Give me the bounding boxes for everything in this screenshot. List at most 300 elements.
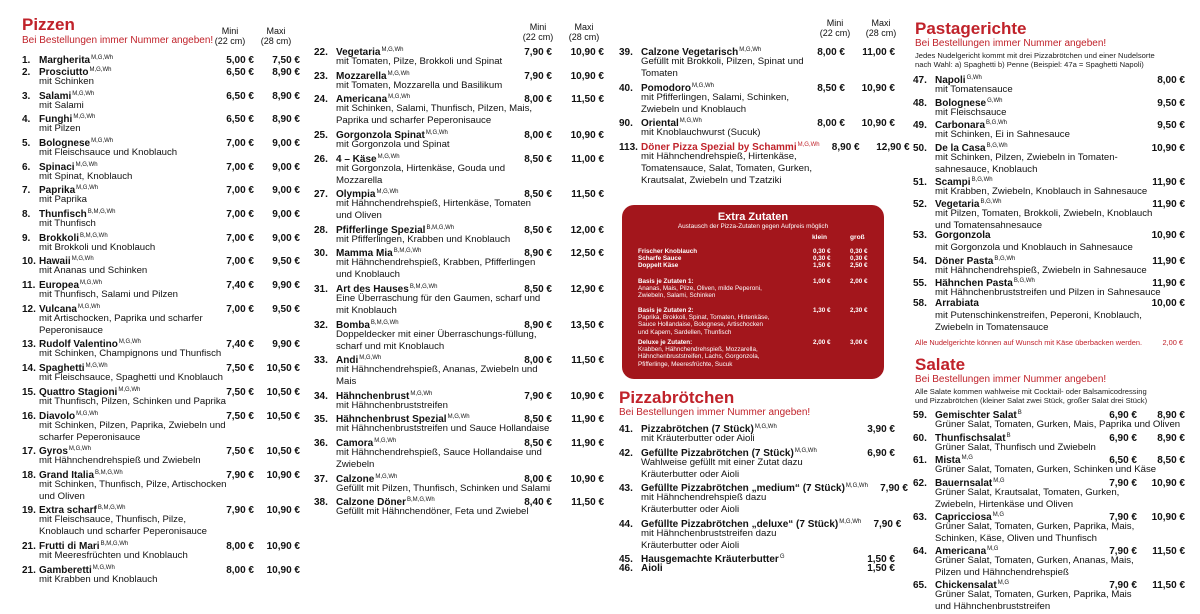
- price-mini: 7,40 €: [226, 280, 254, 292]
- item-description: Pilzen und Hähnchendrehspieß: [935, 566, 1069, 578]
- item-description: mit Hähnchendrehspieß und Zwiebeln: [39, 455, 201, 467]
- menu-item-row: [913, 543, 1185, 555]
- item-description: Tomaten: [641, 68, 678, 79]
- item-description: mit Brokkoli und Knoblauch: [39, 241, 156, 253]
- extras-col-small: klein: [812, 234, 828, 241]
- extras-price-small: 1,00 €: [813, 278, 831, 285]
- allergen-codes: M,G,Wh: [374, 438, 397, 445]
- price-mini: 7,90 €: [1109, 579, 1137, 591]
- item-name-text: Brokkoli: [39, 232, 80, 244]
- item-number: 30.: [314, 248, 328, 260]
- menu-item: [314, 127, 604, 151]
- item-number: 59.: [913, 410, 927, 421]
- item-description: mit Thunfisch, Pilzen, Schinken und Paprika: [39, 395, 226, 407]
- extras-group-line: und Kapern, Sardellen, Thunfisch: [638, 328, 732, 336]
- menu-item: [22, 538, 300, 562]
- allergen-codes: M,G,Wh: [68, 446, 91, 453]
- menu-item: [913, 196, 1185, 232]
- item-description: mit Schinken, Thunfisch, Pilze, Artischocken: [39, 478, 227, 490]
- item-description: mit Thunfisch: [39, 218, 96, 230]
- item-description: mit Fleischsauce, Spaghetti und Knoblauch: [39, 372, 223, 384]
- menu-item: [619, 44, 895, 80]
- item-name-text: Oriental: [641, 118, 679, 130]
- allergen-codes: M,G,Wh: [118, 339, 141, 346]
- price-mini: 7,00 €: [226, 137, 254, 149]
- item-number: 1.: [22, 55, 31, 66]
- menu-item-row: [913, 452, 1185, 467]
- menu-item-row: [22, 384, 300, 396]
- menu-item-row: [314, 471, 604, 483]
- item-description: mit Ananas und Schinken: [39, 265, 148, 277]
- item-description: mit Schinken, Pilzen, Paprika, Zwiebeln und: [39, 419, 226, 431]
- item-name-text: Capricciosa: [935, 511, 992, 523]
- item-name-text: Pfifferlinge Spezial: [336, 224, 426, 236]
- item-number: 37.: [314, 473, 328, 485]
- allergen-codes: M,G,Wh: [89, 66, 112, 73]
- price-mini: 6,90 €: [1109, 410, 1137, 421]
- size-maxi-label: Maxi: [871, 18, 891, 28]
- extras-group-line: Pfifferlinge, Meeresfrüchte, Sucuk: [638, 360, 733, 368]
- menu-item: [619, 139, 910, 187]
- item-number: 16.: [22, 410, 36, 422]
- item-name-text: Pizzabrötchen (7 Stück): [641, 424, 754, 435]
- item-description: Tomatensauce, Salat, Tomaten, Gurken,: [641, 162, 813, 174]
- extras-price-big: 2,30 €: [850, 307, 868, 314]
- menu-item-row: [314, 352, 604, 367]
- price-maxi: 8,90 €: [272, 90, 300, 102]
- item-name-text: Mista: [935, 455, 961, 467]
- item-number: 27.: [314, 189, 328, 201]
- item-name-text: Prosciutto: [39, 66, 89, 78]
- price-mini: 7,90 €: [1109, 545, 1137, 557]
- allergen-codes: M,G: [997, 579, 1010, 586]
- menu-item: [913, 407, 1185, 431]
- item-name-text: Arrabiata: [935, 298, 979, 309]
- item-number: 55.: [913, 278, 927, 290]
- price-maxi: 9,50 €: [272, 303, 300, 315]
- item-description: Gefüllt mit Pilzen, Thunfisch, Schinken und Salami: [336, 482, 551, 494]
- item-name-text: Quattro Stagioni: [39, 386, 118, 398]
- price-maxi: 10,90 €: [1151, 477, 1185, 489]
- price-maxi: 9,00 €: [272, 161, 300, 173]
- menu-item-row: [619, 115, 895, 130]
- price: 1,50 €: [867, 563, 895, 575]
- item-description: Grüner Salat, Thunfisch und Zwiebeln: [935, 441, 1096, 453]
- item-description: mit Schinken, Pilzen, Zwiebeln in Tomaten-: [935, 151, 1118, 163]
- price-mini: 8,00 €: [524, 129, 552, 141]
- menu-item: [913, 140, 1185, 176]
- menu-item: [22, 159, 300, 183]
- menu-item-row: [619, 480, 908, 495]
- menu-item-row: [314, 435, 604, 450]
- menu-item-row: [22, 562, 300, 574]
- price-mini: 8,50 €: [524, 189, 552, 201]
- allergen-codes: M,G,Wh: [797, 141, 820, 148]
- menu-item: [913, 117, 1185, 141]
- allergen-codes: B: [1006, 432, 1011, 439]
- allergen-codes: B,G,Wh: [994, 255, 1016, 262]
- extras-price-small: 1,30 €: [813, 307, 831, 314]
- price-maxi: 11,00 €: [571, 153, 604, 165]
- menu-item: [314, 186, 604, 222]
- item-number: 8.: [22, 209, 31, 221]
- menu-item: [22, 111, 300, 135]
- pasta-footer-price: 2,00 €: [1162, 338, 1183, 347]
- pizzen-column-1: [22, 0, 300, 614]
- allergen-codes: M,G,Wh: [388, 94, 411, 101]
- price-maxi: 9,00 €: [272, 185, 300, 197]
- item-description: Knoblauch und scharfer Peperonisauce: [39, 526, 208, 538]
- menu-item: [314, 317, 604, 353]
- price-mini: 7,50 €: [226, 363, 254, 375]
- price-mini: 7,00 €: [226, 209, 254, 221]
- item-name-text: Döner Pasta: [935, 255, 994, 267]
- price: 7,90 €: [880, 483, 908, 495]
- menu-item: [913, 452, 1185, 476]
- allergen-codes: B,M,G,Wh: [80, 232, 108, 239]
- menu-item: [22, 182, 300, 206]
- menu-item: [22, 562, 300, 586]
- extras-group-line: Frischer Knoblauch: [638, 248, 698, 255]
- item-name-text: Calzone Vegetarisch: [641, 47, 739, 58]
- menu-item: [314, 494, 604, 518]
- allergen-codes: M,G,Wh: [839, 518, 862, 525]
- menu-item-row: [22, 301, 300, 313]
- pizzen-title: Pizzen: [22, 15, 75, 34]
- extras-price-big: 0,30 €: [850, 255, 868, 263]
- price: 10,90 €: [1151, 142, 1185, 154]
- item-name-text: Hähnchenbrust: [336, 390, 410, 402]
- allergen-codes: M,G,Wh: [447, 414, 470, 421]
- price-mini: 7,50 €: [226, 410, 254, 422]
- size-mini-label: Mini: [826, 18, 844, 28]
- price-maxi: 10,50 €: [266, 410, 300, 422]
- item-description: mit Gorgonzola und Spinat: [336, 138, 450, 150]
- item-name-text: Hausgemachte Kräuterbutter: [641, 554, 779, 566]
- item-description: und Oliven: [39, 490, 85, 502]
- menu-item: [314, 151, 604, 187]
- item-description: mit Hähnchenbruststreifen und Pilzen in Sahnesauce: [935, 287, 1161, 299]
- menu-item: [314, 68, 604, 92]
- price: 11,90 €: [1152, 255, 1185, 267]
- item-description: mit Hähnchenbruststreifen und Sauce Hollandaise: [336, 423, 550, 435]
- item-name-text: De la Casa: [935, 142, 986, 154]
- price-maxi: 13,50 €: [570, 319, 604, 331]
- size-header-2: [516, 22, 616, 44]
- item-description: Schinken, Käse, Oliven und Thunfisch: [935, 532, 1097, 544]
- extras-group-heading: Basis je Zutaten 2:: [638, 307, 694, 314]
- price-mini: 7,90 €: [524, 47, 552, 58]
- price-mini: 7,50 €: [226, 386, 254, 398]
- price-mini: 8,50 €: [817, 82, 845, 94]
- item-name-text: Spaghetti: [39, 363, 85, 375]
- item-description: mit Fleischsauce und Knoblauch: [39, 146, 178, 158]
- item-number: 13.: [22, 339, 36, 351]
- menu-item: [913, 298, 1185, 334]
- item-description: mit Gorgonzola, Hirtenkäse, Gouda und: [336, 162, 506, 174]
- price-maxi: 10,90 €: [570, 473, 604, 485]
- menu-item-row: [619, 139, 910, 153]
- price-maxi: 7,50 €: [272, 55, 300, 66]
- item-number: 51.: [913, 176, 927, 188]
- allergen-codes: M,G,Wh: [375, 473, 398, 480]
- price-maxi: 8,90 €: [1157, 410, 1185, 421]
- price-maxi: 11,50 €: [1152, 545, 1185, 557]
- item-number: 60.: [913, 432, 927, 444]
- price: 7,90 €: [873, 518, 902, 530]
- item-name-text: Rudolf Valentino: [39, 339, 118, 351]
- menu-item-row: [314, 317, 604, 329]
- price-maxi: 11,90 €: [571, 438, 604, 450]
- allergen-codes: M,G,Wh: [410, 390, 433, 397]
- allergen-codes: B,M,G,Wh: [100, 540, 129, 547]
- menu-item: [913, 543, 1185, 579]
- price-maxi: 11,50 €: [571, 497, 604, 509]
- extras-group: [638, 248, 876, 270]
- item-name-text: Frutti di Mari: [39, 540, 100, 552]
- item-number: 44.: [619, 518, 633, 530]
- menu-item-row: [913, 72, 1185, 84]
- item-name-text: Calzone: [336, 473, 375, 485]
- item-number: 38.: [314, 497, 328, 509]
- item-description: mit Hähnchenbruststreifen: [336, 399, 448, 411]
- price-mini: 8,90 €: [524, 319, 552, 331]
- item-number: 7.: [22, 185, 31, 197]
- item-description: Peperonisauce: [39, 324, 104, 336]
- extras-group-heading: Basis je Zutaten 1:: [638, 278, 694, 285]
- item-description: Grüner Salat, Tomaten, Gurken, Paprika, Mais,: [935, 520, 1135, 532]
- item-number: 62.: [913, 477, 927, 489]
- size-maxi-cm: (28 cm): [865, 28, 897, 38]
- item-number: 58.: [913, 298, 927, 309]
- allergen-codes: G,Wh: [966, 75, 982, 81]
- extras-group: [638, 278, 876, 300]
- menu-item-row: [314, 151, 604, 163]
- price: 11,90 €: [1152, 278, 1185, 290]
- menu-item-row: [913, 253, 1185, 265]
- item-number: 23.: [314, 70, 328, 82]
- menu-item: [22, 360, 300, 384]
- extras-price-small: 2,00 €: [813, 339, 831, 346]
- allergen-codes: M,G,Wh: [73, 114, 96, 121]
- item-number: 21.: [22, 564, 36, 576]
- item-name-text: Thunfischsalat: [935, 432, 1006, 444]
- menu-item: [22, 253, 300, 277]
- item-number: 22.: [314, 47, 328, 58]
- item-number: 32.: [314, 319, 328, 331]
- item-number: 9.: [22, 232, 31, 244]
- item-name-text: Paprika: [39, 185, 76, 197]
- extras-price-small: 1,50 €: [813, 262, 831, 270]
- price-maxi: 10,90 €: [570, 129, 604, 141]
- menu-item-row: [913, 230, 1185, 242]
- allergen-codes: G: [779, 554, 785, 561]
- price-maxi: 11,00 €: [862, 47, 895, 58]
- extras-group-line: Doppelt Käse: [638, 262, 679, 270]
- price-maxi: 11,90 €: [571, 414, 604, 426]
- menu-item: [619, 551, 895, 566]
- allergen-codes: B,M,G,Wh: [87, 209, 116, 216]
- menu-item: [22, 384, 300, 408]
- menu-item: [913, 509, 1185, 545]
- menu-item-row: [22, 159, 300, 171]
- allergen-codes: B,M,G,Wh: [95, 469, 123, 476]
- item-number: 5.: [22, 137, 31, 149]
- menu-item: [314, 352, 604, 388]
- size-maxi-label: Maxi: [266, 26, 286, 36]
- broetchen-subtitle: Bei Bestellungen immer Nummer angeben!: [619, 407, 811, 418]
- menu-item-row: [913, 196, 1185, 211]
- extras-price-big: 2,00 €: [850, 278, 868, 285]
- item-description: Grüner Salat, Tomaten, Gurken, Paprika, Mais: [935, 588, 1132, 600]
- item-description: mit Pilzen, Tomaten, Brokkoli, Zwiebeln, Knoblauch: [935, 208, 1153, 220]
- menu-item-row: [619, 551, 895, 566]
- extra-zutaten-box: [622, 205, 884, 379]
- item-name: [935, 230, 1141, 242]
- price-maxi: 8,90 €: [272, 114, 300, 126]
- item-number: 52.: [913, 199, 927, 211]
- item-number: 36.: [314, 438, 328, 450]
- price-maxi: 10,50 €: [266, 446, 300, 458]
- price-maxi: 12,90 €: [876, 141, 910, 153]
- allergen-codes: M,G,Wh: [72, 90, 95, 97]
- price-mini: 7,90 €: [226, 505, 254, 517]
- price: 9,50 €: [1157, 97, 1185, 109]
- item-description: mit Pfifferlingen, Krabben und Knoblauch: [336, 233, 511, 245]
- allergen-codes: M,G,Wh: [845, 483, 868, 490]
- menu-item-row: [22, 230, 300, 242]
- price-mini: 7,40 €: [226, 339, 254, 351]
- item-name-text: Bauernsalat: [935, 477, 993, 489]
- item-description: Eine Überraschung für den Gaumen, scharf und: [336, 293, 541, 304]
- item-description: Mozzarella: [336, 174, 383, 186]
- price-maxi: 10,90 €: [861, 82, 895, 94]
- item-number: 42.: [619, 447, 633, 459]
- menu-item-row: [22, 467, 300, 479]
- allergen-codes: B,G,Wh: [971, 176, 993, 183]
- price-mini: 8,00 €: [226, 564, 254, 576]
- menu-item-row: [314, 222, 604, 234]
- menu-item: [314, 471, 604, 495]
- menu-item-row: [22, 182, 300, 197]
- item-name-text: Salami: [39, 90, 72, 102]
- item-number: 49.: [913, 120, 927, 132]
- allergen-codes: B,G,Wh: [986, 142, 1008, 149]
- menu-item: [619, 516, 902, 552]
- item-number: 24.: [314, 94, 328, 106]
- extras-group-line: Ananas, Mais, Pilze, Oliven, milde Peperoni,: [638, 285, 762, 293]
- item-description: mit Fleischsauce: [935, 106, 1007, 118]
- menu-item-row: [22, 502, 300, 517]
- item-description: Krautsalat, Zwiebeln und Tzatziki: [641, 174, 782, 186]
- price-mini: 7,00 €: [226, 256, 254, 268]
- menu-item-row: [22, 88, 300, 100]
- extras-price-big: 3,00 €: [850, 339, 868, 346]
- item-description: mit Thunfisch, Salami und Pilzen: [39, 289, 178, 301]
- allergen-codes: M,G: [961, 455, 973, 462]
- item-number: 53.: [913, 230, 927, 242]
- menu-item-row: [619, 563, 895, 575]
- allergen-codes: M,G,Wh: [754, 424, 777, 430]
- item-number: 47.: [913, 75, 927, 86]
- item-description: Zwiebeln: [336, 459, 375, 471]
- item-name-text: Bolognese: [935, 97, 987, 109]
- menu-item-row: [913, 95, 1185, 107]
- allergen-codes: M,G,Wh: [85, 363, 108, 370]
- price-mini: 7,00 €: [226, 185, 254, 197]
- menu-item: [314, 281, 604, 317]
- item-number: 17.: [22, 446, 36, 458]
- menu-item: [619, 563, 895, 575]
- menu-item: [913, 95, 1185, 119]
- item-name-text: Bomba: [336, 319, 370, 331]
- pizzen-column-2: [314, 0, 604, 614]
- size-mini-label: Mini: [221, 26, 239, 36]
- pasta-note-line: Jedes Nudelgericht kommt mit drei Pizzabrötchen und einer Nudelsorte: [915, 51, 1155, 60]
- allergen-codes: B,M,G,Wh: [409, 284, 438, 290]
- salate-note: [915, 387, 1147, 405]
- item-description: Kräuterbutter oder Aioli: [641, 539, 740, 551]
- menu-item-row: [22, 111, 300, 126]
- price-mini: 8,50 €: [524, 153, 552, 165]
- item-description: mit Pfifferlingen, Salami, Schinken,: [641, 91, 790, 103]
- extras-group-text: [638, 339, 778, 368]
- price-mini: 8,00 €: [226, 540, 254, 552]
- allergen-codes: M,G,Wh: [794, 447, 817, 454]
- extras-price-small: 0,30 €: [813, 248, 831, 255]
- item-description: mit Gorgonzola und Knoblauch in Sahnesauce: [935, 242, 1133, 254]
- menu-item: [22, 443, 300, 467]
- price-maxi: 9,50 €: [272, 256, 300, 268]
- price-maxi: 12,90 €: [570, 284, 604, 295]
- price-mini: 7,00 €: [226, 161, 254, 173]
- price: 3,90 €: [867, 424, 895, 435]
- menu-item-row: [22, 206, 300, 221]
- item-description: mit Schinken, Champignons und Thunfisch: [39, 348, 222, 360]
- price-mini: 7,00 €: [226, 232, 254, 244]
- menu-item: [22, 336, 300, 360]
- allergen-codes: M,G,Wh: [91, 55, 114, 61]
- allergen-codes: B,M,G,Wh: [370, 319, 399, 326]
- item-number: 35.: [314, 414, 328, 426]
- size-mini-cm: (22 cm): [522, 32, 554, 42]
- item-description: und Oliven: [336, 210, 382, 222]
- menu-item-row: [314, 186, 604, 201]
- item-name-text: Grand Italia: [39, 469, 95, 481]
- allergen-codes: B,G,Wh: [980, 199, 1002, 206]
- price-maxi: 8,90 €: [272, 66, 300, 78]
- allergen-codes: M,G: [993, 477, 1005, 484]
- item-description: mit Krabben und Knoblauch: [39, 573, 158, 585]
- item-description: mit Hähnchenbruststreifen dazu: [641, 527, 777, 539]
- price-mini: 8,50 €: [524, 224, 552, 236]
- item-number: 40.: [619, 82, 633, 94]
- price-maxi: 10,50 €: [266, 386, 300, 398]
- item-name-text: Hawaii: [39, 256, 71, 268]
- price-mini: 8,00 €: [817, 47, 845, 58]
- item-name-text: Napoli: [935, 75, 966, 86]
- item-name-text: Extra scharf: [39, 505, 97, 517]
- menu-item-row: [22, 360, 300, 375]
- item-name-text: Gefüllte Pizzabrötchen „medium“ (7 Stück): [641, 483, 845, 495]
- menu-item: [913, 72, 1185, 96]
- allergen-codes: M,G,Wh: [75, 161, 98, 168]
- allergen-codes: M,G,Wh: [692, 82, 714, 89]
- price-mini: 8,90 €: [524, 248, 552, 260]
- menu-item: [22, 467, 300, 503]
- item-number: 61.: [913, 455, 927, 467]
- item-name-text: 4 – Käse: [336, 153, 377, 165]
